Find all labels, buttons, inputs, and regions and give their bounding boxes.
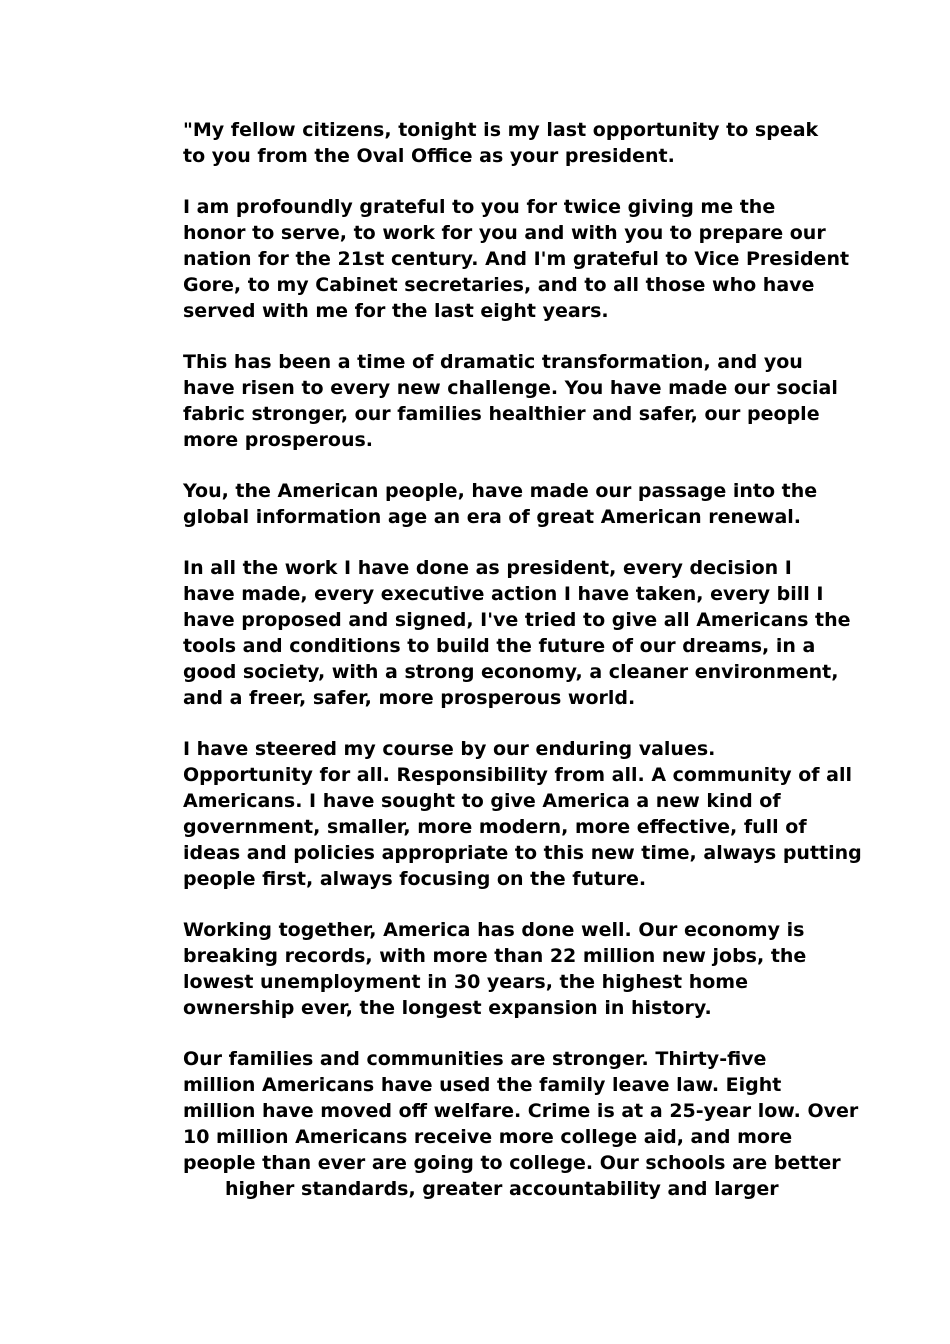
text-line: million have moved off welfare. Crime is at a 25-year low. Over — [183, 1100, 859, 1122]
paragraph — [145, 736, 862, 892]
text-line: breaking records, with more than 22 million new jobs, the — [183, 945, 807, 967]
text-line: global information age an era of great American renewal. — [183, 506, 802, 528]
text-line: people first, always focusing on the future. — [183, 868, 647, 890]
text-line: have risen to every new challenge. You have made our social — [183, 377, 838, 399]
paragraph — [145, 478, 818, 530]
text-line: ownership ever, the longest expansion in history. — [183, 997, 712, 1019]
text-line: "My fellow citizens, tonight is my last opportunity to speak — [183, 119, 819, 141]
text-line: million Americans have used the family leave law. Eight — [183, 1074, 782, 1096]
text-line: Opportunity for all. Responsibility from all. A community of all — [183, 764, 852, 786]
text-line: I am profoundly grateful to you for twice giving me the — [183, 196, 776, 218]
text-line: Gore, to my Cabinet secretaries, and to all those who have — [183, 274, 815, 296]
text-line: Americans. I have sought to give America a new kind of — [183, 790, 781, 812]
text-line: higher standards, greater accountability and larger — [225, 1178, 779, 1200]
text-line: have proposed and signed, I've tried to give all Americans the — [183, 609, 851, 631]
text-line: Our families and communities are stronger. Thirty-five — [183, 1048, 767, 1070]
text-line: You, the American people, have made our passage into the — [183, 480, 818, 502]
text-line: Working together, America has done well. Our economy is — [183, 919, 805, 941]
text-line: lowest unemployment in 30 years, the highest home — [183, 971, 748, 993]
paragraph — [145, 117, 819, 169]
text-line: nation for the 21st century. And I'm grateful to Vice President — [183, 248, 850, 270]
text-line: have made, every executive action I have taken, every bill I — [183, 583, 824, 605]
paragraph — [145, 194, 850, 324]
paragraph — [145, 349, 838, 453]
text-line: In all the work I have done as president, every decision I — [183, 557, 792, 579]
text-line: served with me for the last eight years. — [183, 300, 609, 322]
text-line: This has been a time of dramatic transformation, and you — [183, 351, 803, 373]
paragraph — [145, 1046, 859, 1202]
paragraph — [145, 917, 815, 1021]
text-line: good society, with a strong economy, a cleaner environment, — [183, 661, 839, 683]
text-line: more prosperous. — [183, 429, 374, 451]
text-line: to you from the Oval Office as your president. — [183, 145, 675, 167]
text-line: tools and conditions to build the future of our dreams, in a — [183, 635, 816, 657]
paragraph — [145, 555, 851, 711]
text-line: ideas and policies appropriate to this new time, always putting — [183, 842, 862, 864]
text-line: honor to serve, to work for you and with you to prepare our — [183, 222, 826, 244]
document-page — [145, 117, 862, 1202]
text-line: fabric stronger, our families healthier and safer, our people — [183, 403, 820, 425]
text-line: 10 million Americans receive more college aid, and more — [183, 1126, 793, 1148]
text-line: I have steered my course by our enduring values. — [183, 738, 716, 760]
text-line: people than ever are going to college. Our schools are better — [183, 1152, 841, 1174]
text-line: and a freer, safer, more prosperous world. — [183, 687, 636, 709]
text-line: government, smaller, more modern, more effective, full of — [183, 816, 807, 838]
